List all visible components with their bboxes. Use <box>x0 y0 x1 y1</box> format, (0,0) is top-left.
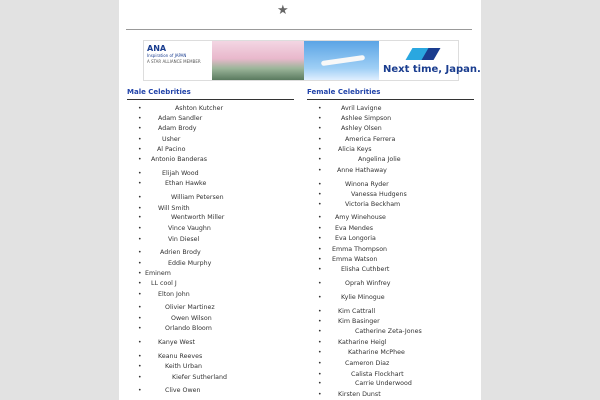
header-divider <box>126 29 472 30</box>
female-celebrity-item[interactable]: • Angelina Jolie <box>358 156 401 164</box>
male-celebrity-item[interactable]: • Elijah Wood <box>162 170 199 178</box>
female-celebrity-item[interactable]: • Katharine McPhee <box>348 349 405 357</box>
male-celebrity-item[interactable]: • Vince Vaughn <box>168 225 211 233</box>
male-celebrity-item[interactable]: • LL cool J <box>151 280 177 288</box>
male-celebrity-item[interactable]: • Adam Sandler <box>158 115 202 123</box>
female-celebrity-item[interactable]: • Kim Basinger <box>338 318 380 326</box>
female-celebrity-item[interactable]: • Emma Thompson <box>332 246 387 254</box>
female-celebrity-item[interactable]: • Avril Lavigne <box>341 105 381 113</box>
ad-brand: ANA <box>147 44 167 53</box>
female-celebrity-item[interactable]: • Amy Winehouse <box>335 214 386 222</box>
female-celebrity-item[interactable]: • Catherine Zeta-Jones <box>355 328 422 336</box>
ad-tagline: Inspiration of JAPAN <box>147 53 187 58</box>
ad-star-alliance: A STAR ALLIANCE MEMBER <box>147 59 201 64</box>
male-celebrity-item[interactable]: • Elton John <box>158 291 190 299</box>
male-celebrity-item[interactable]: • Eminem <box>145 270 171 278</box>
female-celebrities-section <box>307 88 474 398</box>
ad-headline-panel <box>379 41 481 80</box>
female-celebrity-item[interactable]: • Calista Flockhart <box>351 371 404 379</box>
female-celebrity-item[interactable]: • Cameron Diaz <box>345 360 389 368</box>
female-celebrities-heading: Female Celebrities <box>307 88 474 100</box>
male-celebrity-item[interactable]: • Olivier Martinez <box>165 304 215 312</box>
female-celebrity-item[interactable]: • Winona Ryder <box>345 181 389 189</box>
male-celebrity-item[interactable]: • Adam Brody <box>158 125 197 133</box>
female-celebrity-item[interactable]: • Alicia Keys <box>338 146 372 154</box>
male-celebrity-item[interactable]: • Clive Owen <box>165 387 200 395</box>
female-celebrity-item[interactable]: • Victoria Beckham <box>345 201 400 209</box>
male-celebrity-item[interactable]: • Usher <box>162 136 180 144</box>
female-celebrity-item[interactable]: • Kim Cattrall <box>338 308 375 316</box>
female-celebrity-item[interactable]: • Kirsten Dunst <box>338 391 381 399</box>
female-celebrity-item[interactable]: • Elisha Cuthbert <box>341 266 389 274</box>
male-celebrity-item[interactable]: • Orlando Bloom <box>165 325 212 333</box>
star-icon: ★ <box>277 3 289 18</box>
male-celebrity-item[interactable]: • Keanu Reeves <box>158 353 202 361</box>
male-celebrity-item[interactable]: • Ethan Hawke <box>165 180 206 188</box>
male-celebrity-item[interactable]: • Kanye West <box>158 339 195 347</box>
ad-cherry-blossom-photo <box>212 41 304 80</box>
female-celebrity-item[interactable]: • Eva Mendes <box>335 225 373 233</box>
ad-logo <box>147 44 211 58</box>
male-celebrity-item[interactable]: • Kiefer Sutherland <box>172 374 227 382</box>
male-celebrity-item[interactable]: • Keith Urban <box>165 363 202 371</box>
female-celebrity-item[interactable]: • Katharine Heigl <box>338 339 387 347</box>
male-celebrity-item[interactable]: • Al Pacino <box>157 146 186 154</box>
female-celebrity-item[interactable]: • Eva Longoria <box>335 235 376 243</box>
ad-headline: Next time, Japan. <box>383 64 481 75</box>
female-celebrity-item[interactable]: • Kylie Minogue <box>341 294 385 302</box>
female-celebrity-item[interactable]: • America Ferrera <box>345 136 395 144</box>
male-celebrity-item[interactable]: • Will Smith <box>158 205 190 213</box>
airline-banner-ad[interactable] <box>143 40 481 81</box>
female-celebrity-item[interactable]: • Ashlee Simpson <box>341 115 391 123</box>
female-celebrity-item[interactable]: • Carrie Underwood <box>355 380 412 388</box>
male-celebrity-item[interactable]: • Antonio Banderas <box>151 156 207 164</box>
male-celebrity-item[interactable]: • Ashton Kutcher <box>175 105 223 113</box>
male-celebrity-item[interactable]: • Eddie Murphy <box>168 260 211 268</box>
male-celebrity-item[interactable]: • Vin Diesel <box>168 236 199 244</box>
female-celebrity-item[interactable]: • Anne Hathaway <box>337 167 387 175</box>
male-celebrities-heading: Male Celebrities <box>127 88 294 100</box>
male-celebrity-item[interactable]: • William Petersen <box>171 194 224 202</box>
male-celebrity-item[interactable]: • Wentworth Miller <box>171 214 224 222</box>
female-celebrity-item[interactable]: • Emma Watson <box>332 256 377 264</box>
page-container <box>119 0 481 400</box>
male-celebrity-item[interactable]: • Owen Wilson <box>171 315 212 323</box>
male-celebrities-section <box>127 88 294 394</box>
female-celebrity-item[interactable]: • Vanessa Hudgens <box>351 191 407 199</box>
female-celebrity-item[interactable]: • Oprah Winfrey <box>345 280 391 288</box>
female-celebrity-item[interactable]: • Ashley Olsen <box>341 125 382 133</box>
male-celebrity-item[interactable]: • Adrien Brody <box>160 249 201 257</box>
